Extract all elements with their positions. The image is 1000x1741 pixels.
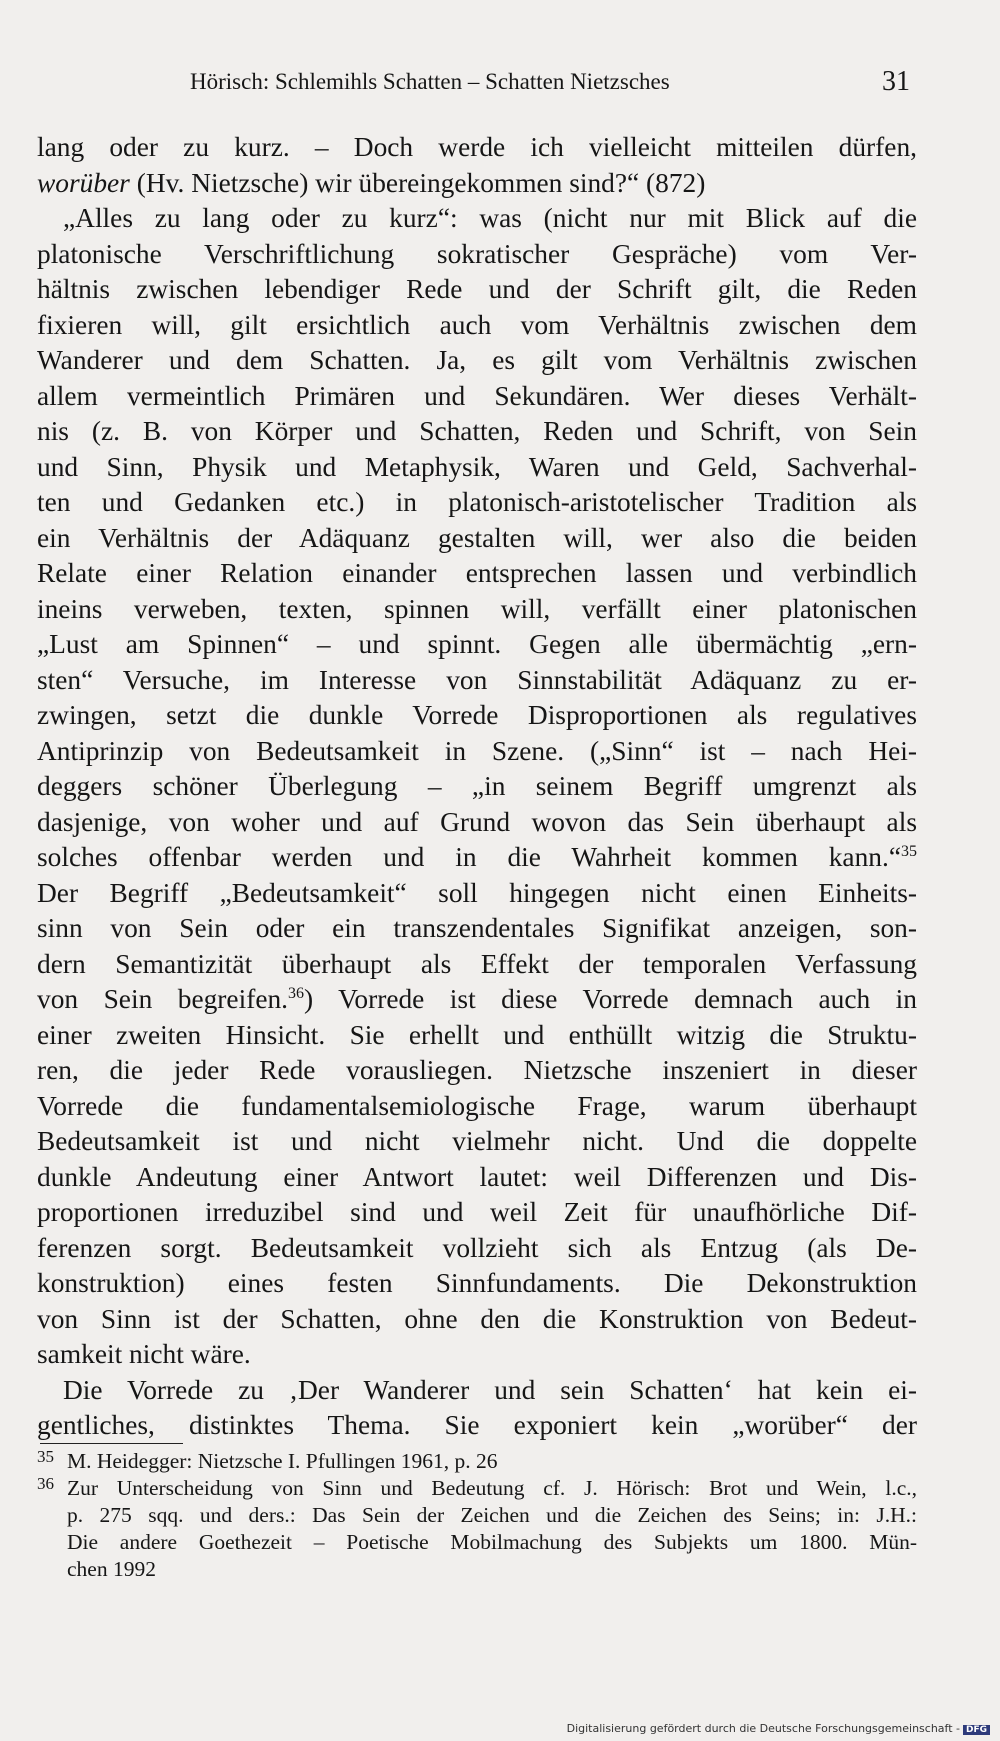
line-text: ineins verweben, texten, spinnen will, verfällt einer platonischen — [37, 593, 917, 624]
text-line — [37, 201, 917, 237]
footnote-number: 35 — [37, 1447, 54, 1466]
text-line — [37, 308, 917, 344]
line-text: solches offenbar werden und in die Wahrheit kommen kann.“ — [37, 842, 901, 872]
footnote-line: Zur Unterscheidung von Sinn und Bedeutung cf. J. Hörisch: Brot und Wein, l.c., — [67, 1476, 917, 1500]
text-line — [37, 237, 917, 273]
footnotes — [37, 1448, 917, 1583]
line-text: platonische Verschriftlichung sokratischer Gespräche) vom Ver- — [37, 238, 917, 269]
text-line — [37, 1231, 917, 1267]
line-text: Bedeutsamkeit ist und nicht vielmehr nicht. Und die doppelte — [37, 1126, 917, 1156]
text-line — [37, 379, 917, 415]
text-line — [37, 1266, 917, 1302]
dfg-logo: DFG — [963, 1725, 990, 1735]
body-text — [37, 130, 917, 1444]
line-text: hältnis zwischen lebendiger Rede und der Schrift gilt, die Reden — [37, 274, 917, 304]
footnote-number: 36 — [37, 1474, 54, 1493]
text-line — [37, 592, 917, 628]
footnote-rule — [40, 1443, 183, 1444]
text-line — [37, 698, 917, 734]
line-text: allem vermeintlich Primären und Sekundären. Wer dieses Verhält- — [37, 380, 917, 411]
text-line — [37, 1408, 917, 1444]
line-text: Der Begriff „Bedeutsamkeit“ soll hingegen nicht einen Einheits- — [37, 877, 917, 908]
footnote-line: M. Heidegger: Nietzsche I. Pfullingen 1961, p. 26 — [67, 1449, 498, 1473]
text-line — [37, 130, 917, 166]
line-text-tail: ) Vorrede ist diese Vorrede demnach auch in — [304, 984, 917, 1014]
text-line — [37, 982, 917, 1018]
line-text: ferenzen sorgt. Bedeutsamkeit vollzieht sich als Entzug (als De- — [37, 1232, 917, 1263]
page-number: 31 — [882, 66, 910, 97]
footer — [567, 1722, 990, 1736]
text-line — [37, 805, 917, 841]
text-line — [37, 911, 917, 947]
line-text: einer zweiten Hinsicht. Sie erhellt und enthüllt witzig die Struktu- — [37, 1019, 917, 1050]
running-head — [190, 62, 910, 102]
line-text: lang oder zu kurz. – Doch werde ich vielleicht mitteilen dürfen, — [37, 132, 917, 162]
text-line — [37, 1195, 917, 1231]
text-line — [37, 1089, 917, 1125]
text-line — [37, 769, 917, 805]
footnote — [37, 1475, 917, 1583]
text-line — [37, 663, 917, 699]
text-line — [37, 1160, 917, 1196]
footnote-reference: 35 — [901, 843, 917, 860]
line-text: ten und Gedanken etc.) in platonisch-aristotelischer Tradition als — [37, 487, 917, 517]
line-text: von Sinn ist der Schatten, ohne den die Konstruktion von Bedeut- — [37, 1303, 917, 1334]
text-line — [37, 521, 917, 557]
text-line — [37, 1053, 917, 1089]
text-line — [37, 876, 917, 912]
text-line — [37, 1373, 917, 1409]
line-text: sinn von Sein oder ein transzendentales Signifikat anzeigen, son- — [37, 913, 917, 943]
line-text: dunkle Andeutung einer Antwort lautet: weil Differenzen und Dis- — [37, 1161, 917, 1192]
footnote-line: chen 1992 — [67, 1557, 156, 1581]
italic-text: worüber — [37, 167, 130, 198]
line-text: Die Vorrede zu ‚Der Wanderer und sein Schatten‘ hat kein ei- — [63, 1374, 917, 1405]
line-text: fixieren will, gilt ersichtlich auch vom Verhältnis zwischen dem — [37, 309, 917, 340]
text-line — [37, 1337, 917, 1373]
line-text: zwingen, setzt die dunkle Vorrede Disproportionen als regulatives — [37, 700, 917, 730]
line-text: „Alles zu lang oder zu kurz“: was (nicht nur mit Blick auf die — [63, 203, 917, 233]
line-text: „Lust am Spinnen“ – und spinnt. Gegen alle übermächtig „ern- — [37, 629, 917, 659]
line-text: samkeit nicht wäre. — [37, 1339, 251, 1369]
line-text: deggers schöner Überlegung – „in seinem Begriff umgrenzt als — [37, 771, 917, 801]
text-line — [37, 343, 917, 379]
line-text: von Sein begreifen. — [37, 984, 289, 1014]
line-text: gentliches, distinktes Thema. Sie exponiert kein „worüber“ der — [37, 1410, 917, 1440]
line-text: (Hv. Nietzsche) wir übereingekommen sind?“ (872) — [129, 167, 706, 198]
footer-text: Digitalisierung gefördert durch die Deutsche Forschungsgemeinschaft - — [566, 1722, 960, 1735]
line-text: nis (z. B. von Körper und Schatten, Reden und Schrift, von Sein — [37, 416, 917, 446]
running-head-title: Hörisch: Schlemihls Schatten – Schatten Nietzsches — [190, 69, 670, 94]
line-text: ren, die jeder Rede vorausliegen. Nietzsche inszeniert in dieser — [37, 1055, 917, 1085]
line-text: konstruktion) eines festen Sinnfundaments. Die Dekonstruktion — [37, 1268, 917, 1298]
line-text: Relate einer Relation einander entsprechen lassen und verbindlich — [37, 558, 917, 588]
line-text: ein Verhältnis der Adäquanz gestalten will, wer also die beiden — [37, 522, 917, 553]
line-text: Vorrede die fundamentalsemiologische Frage, warum überhaupt — [37, 1090, 917, 1121]
text-line — [37, 840, 917, 876]
footnote-line: Die andere Goethezeit – Poetische Mobilmachung des Subjekts um 1800. Mün- — [67, 1530, 917, 1554]
line-text: und Sinn, Physik und Metaphysik, Waren und Geld, Sachverhal- — [37, 451, 917, 482]
text-line — [37, 450, 917, 486]
text-line — [37, 272, 917, 308]
text-line — [37, 485, 917, 521]
text-line — [37, 947, 917, 983]
text-line — [37, 556, 917, 592]
line-text: proportionen irreduzibel sind und weil Zeit für unaufhörliche Dif- — [37, 1197, 917, 1227]
footnote-reference: 36 — [288, 985, 305, 1002]
line-text: Wanderer und dem Schatten. Ja, es gilt vom Verhältnis zwischen — [37, 345, 917, 375]
text-line — [37, 1302, 917, 1338]
line-text: dern Semantizität überhaupt als Effekt der temporalen Verfassung — [37, 948, 917, 979]
text-line — [37, 734, 917, 770]
footnote-line: p. 275 sqq. und ders.: Das Sein der Zeichen und die Zeichen des Seins; in: J.H.: — [67, 1503, 917, 1527]
line-text: dasjenige, von woher und auf Grund wovon das Sein überhaupt als — [37, 806, 917, 837]
text-line — [37, 1124, 917, 1160]
line-text: sten“ Versuche, im Interesse von Sinnstabilität Adäquanz zu er- — [37, 664, 917, 695]
line-text: Antiprinzip von Bedeutsamkeit in Szene. („Sinn“ ist – nach Hei- — [37, 735, 917, 766]
text-line — [37, 627, 917, 663]
footnote — [37, 1448, 917, 1475]
text-line — [37, 414, 917, 450]
text-line — [37, 1018, 917, 1054]
text-line — [37, 166, 917, 202]
